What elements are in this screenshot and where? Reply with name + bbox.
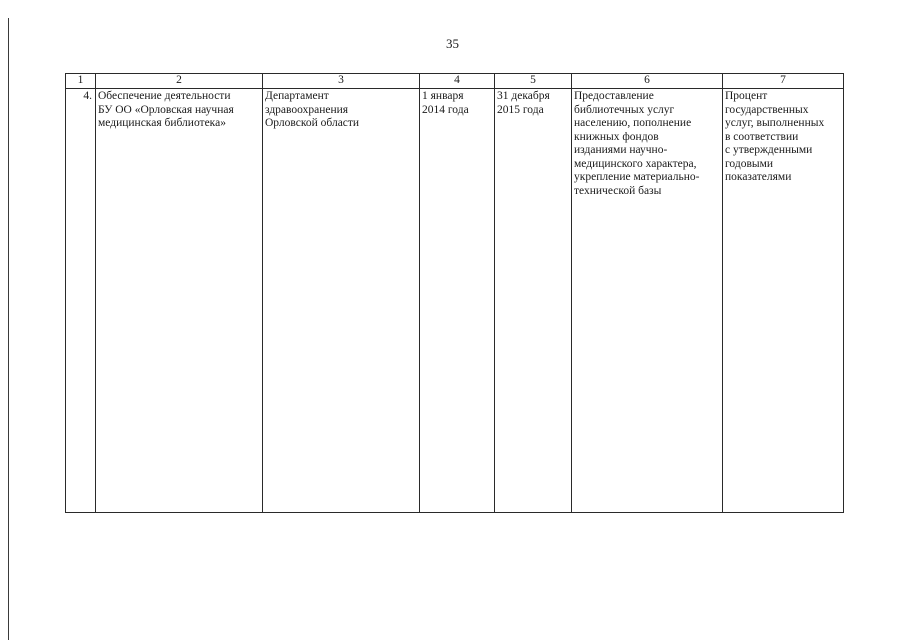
cell-start-date: 1 января 2014 года	[420, 89, 495, 513]
column-header-2: 2	[96, 74, 263, 89]
cell-end-date: 31 декабря 2015 года	[495, 89, 572, 513]
cell-activity: Обеспечение деятельности БУ ОО «Орловская научная медицинская библиотека»	[96, 89, 263, 513]
scan-edge-line	[8, 18, 9, 640]
document-table	[65, 73, 844, 513]
column-header-7: 7	[723, 74, 844, 89]
cell-expected-result: Предоставление библиотечных услуг населению, пополнение книжных фондов изданиями научно- медицинского характера, укрепление материально- технической базы	[572, 89, 723, 513]
column-header-3: 3	[263, 74, 420, 89]
column-header-6: 6	[572, 74, 723, 89]
column-header-5: 5	[495, 74, 572, 89]
column-header-4: 4	[420, 74, 495, 89]
cell-executor: Департамент здравоохранения Орловской области	[263, 89, 420, 513]
cell-indicator: Процент государственных услуг, выполненных в соответствии с утвержденными годовыми показателями	[723, 89, 844, 513]
page-number: 35	[446, 36, 459, 51]
column-header-1: 1	[66, 74, 96, 89]
cell-row-number: 4.	[66, 89, 96, 513]
table-row	[66, 89, 844, 513]
table-header-row	[66, 74, 844, 89]
